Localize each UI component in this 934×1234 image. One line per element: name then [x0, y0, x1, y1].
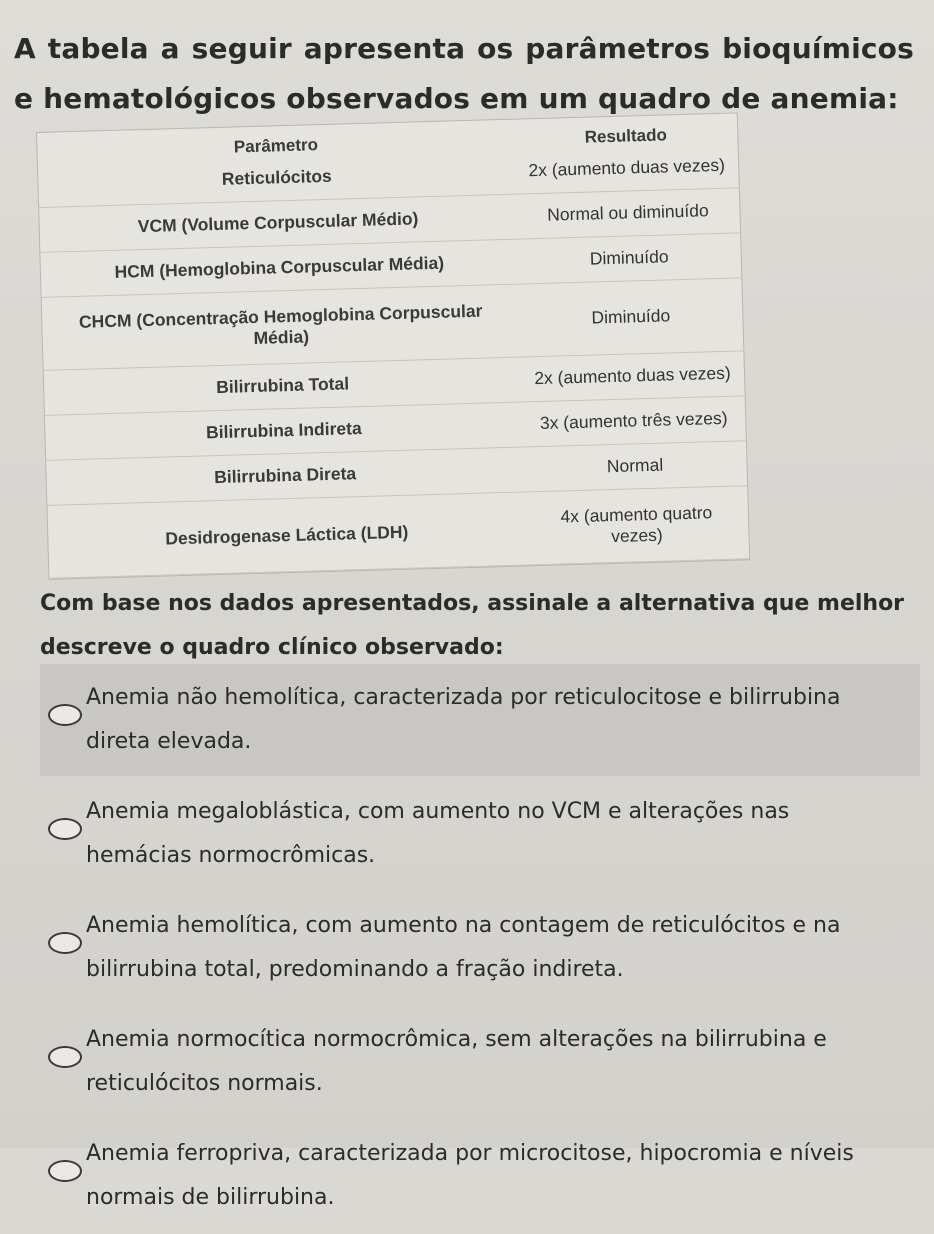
answer-options [40, 664, 920, 1234]
param-cell: Bilirrubina Total [44, 357, 522, 415]
param-cell: HCM (Hemoglobina Corpuscular Média) [40, 239, 518, 297]
results-table [37, 113, 749, 578]
result-cell: Diminuído [518, 278, 743, 357]
param-cell: Reticulócitos [38, 150, 516, 208]
option-b[interactable] [40, 778, 920, 890]
radio-icon[interactable] [48, 1046, 82, 1068]
option-text: Anemia ferropriva, caracterizada por microcitose, hipocromia e níveis normais de bilirrubina. [86, 1141, 854, 1210]
param-cell: Bilirrubina Direta [46, 447, 524, 505]
option-e[interactable] [40, 1120, 920, 1232]
radio-icon[interactable] [48, 704, 82, 726]
param-cell: CHCM (Concentração Hemoglobina Corpuscular Média) [42, 284, 521, 370]
option-c[interactable] [40, 892, 920, 1004]
question-intro: A tabela a seguir apresenta os parâmetros bioquímicos e hematológicos observados em um quadro de anemia: [14, 32, 914, 115]
result-cell: Normal ou diminuído [516, 188, 740, 239]
header-result: Resultado [584, 125, 668, 147]
option-text: Anemia megaloblástica, com aumento no VCM e alterações nas hemácias normocrômicas. [86, 799, 790, 868]
question-prompt: Com base nos dados apresentados, assinale a alternativa que melhor descreve o quadro clínico observado: [40, 591, 905, 660]
option-text: Anemia hemolítica, com aumento na contagem de reticulócitos e na bilirrubina total, predominando a fração indireta. [86, 913, 841, 982]
radio-icon[interactable] [48, 932, 82, 954]
param-cell: VCM (Volume Corpuscular Médio) [39, 194, 517, 252]
option-text: Anemia normocítica normocrômica, sem alterações na bilirrubina e reticulócitos normais. [86, 1027, 827, 1096]
result-cell: 3x (aumento três vezes) [522, 396, 746, 447]
header-parameter: Parâmetro [233, 135, 319, 157]
result-cell: 4x (aumento quatro vezes) [524, 486, 749, 565]
result-cell: Normal [523, 441, 747, 492]
parameters-table [36, 112, 750, 579]
radio-icon[interactable] [48, 1160, 82, 1182]
result-cell: 2x (aumento duas vezes) [515, 143, 739, 194]
option-text: Anemia não hemolítica, caracterizada por reticulocitose e bilirrubina direta elevada. [86, 685, 841, 754]
param-cell: Desidrogenase Láctica (LDH) [47, 492, 526, 578]
param-cell: Bilirrubina Indireta [45, 402, 523, 460]
result-cell: 2x (aumento duas vezes) [520, 351, 744, 402]
option-a[interactable] [40, 664, 920, 776]
option-d[interactable] [40, 1006, 920, 1118]
result-cell: Diminuído [517, 233, 741, 284]
radio-icon[interactable] [48, 818, 82, 840]
